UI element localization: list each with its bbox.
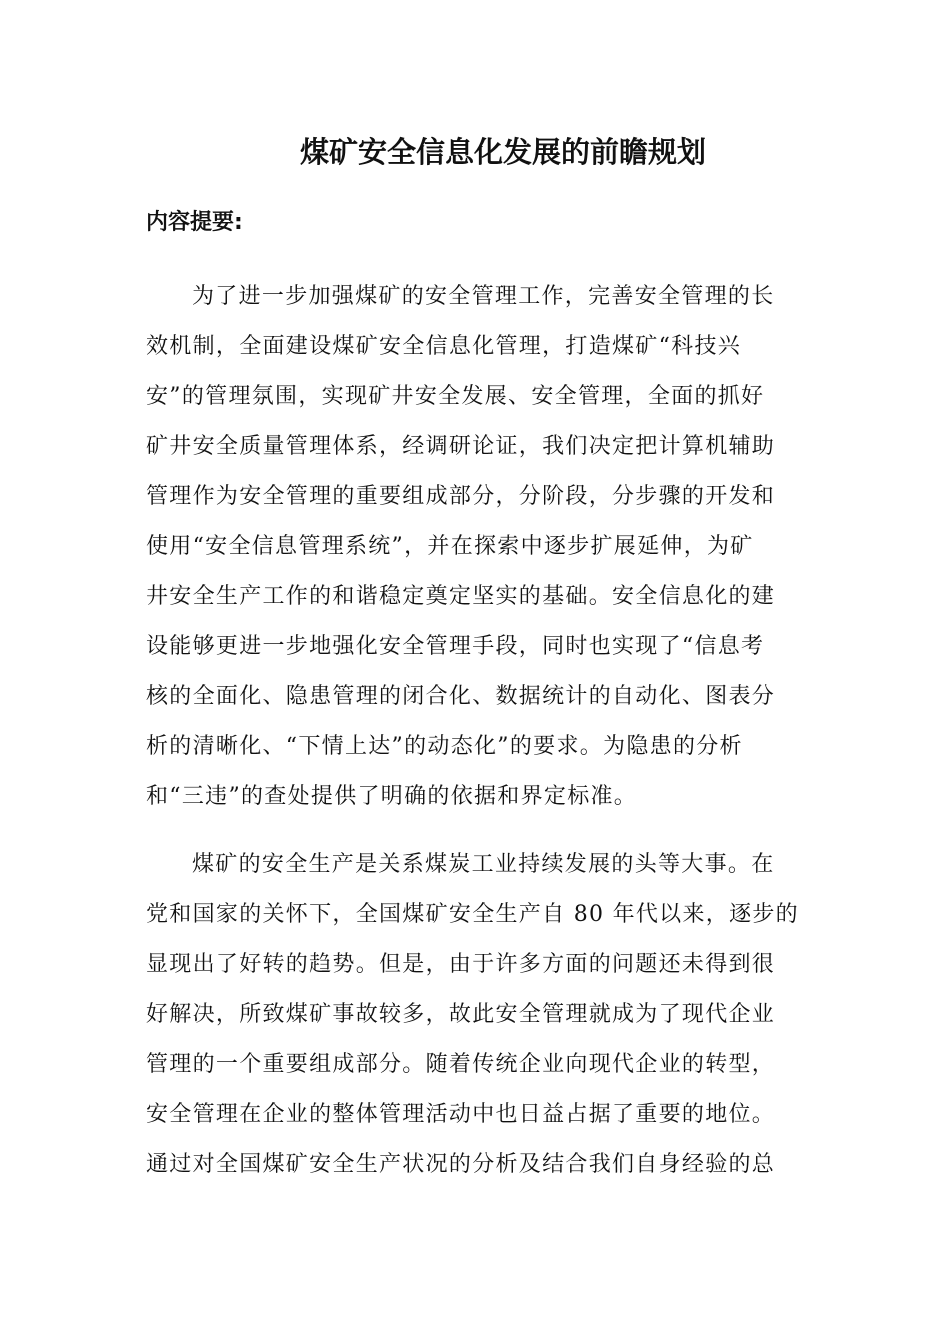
text-line: 通过对全国煤矿安全生产状况的分析及结合我们自身经验的总 [146, 1152, 776, 1177]
text-line: 党和国家的关怀下，全国煤矿安全生产自 80 年代以来，逐步的 [146, 902, 799, 927]
text-line: 井安全生产工作的和谐稳定奠定坚实的基础。安全信息化的建 [146, 584, 776, 609]
text-line: 设能够更进一步地强化安全管理手段，同时也实现了“信息考 [146, 634, 765, 659]
text-line: 和“三违”的查处提供了明确的依据和界定标准。 [146, 784, 638, 809]
text-line: 管理作为安全管理的重要组成部分，分阶段，分步骤的开发和 [146, 484, 776, 509]
text-line: 核的全面化、隐患管理的闭合化、数据统计的自动化、图表分 [146, 684, 776, 709]
text-line: 好解决，所致煤矿事故较多，故此安全管理就成为了现代企业 [146, 1002, 776, 1027]
text-line: 效机制，全面建设煤矿安全信息化管理，打造煤矿“科技兴 [146, 334, 742, 359]
summary-heading: 内容提要: [146, 210, 243, 235]
text-line: 显现出了好转的趋势。但是，由于许多方面的问题还未得到很 [146, 952, 776, 977]
text-line: 矿井安全质量管理体系，经调研论证，我们决定把计算机辅助 [146, 434, 776, 459]
paragraph-2 [146, 847, 806, 1197]
page-title: 煤矿安全信息化发展的前瞻规划 [299, 135, 706, 169]
text-line: 管理的一个重要组成部分。随着传统企业向现代企业的转型， [146, 1052, 776, 1077]
text-line: 煤矿的安全生产是关系煤炭工业持续发展的头等大事。在 [192, 852, 775, 877]
text-line: 为了进一步加强煤矿的安全管理工作，完善安全管理的长 [192, 284, 775, 309]
text-line: 析的清晰化、“下情上达”的动态化”的要求。为隐患的分析 [146, 734, 743, 759]
text-line: 使用“安全信息管理系统”，并在探索中逐步扩展延伸，为矿 [146, 534, 754, 559]
text-line: 安”的管理氛围，实现矿井安全发展、安全管理，全面的抓好 [146, 384, 765, 409]
paragraph-1 [146, 279, 806, 829]
text-line: 安全管理在企业的整体管理活动中也日益占据了重要的地位。 [146, 1102, 776, 1127]
